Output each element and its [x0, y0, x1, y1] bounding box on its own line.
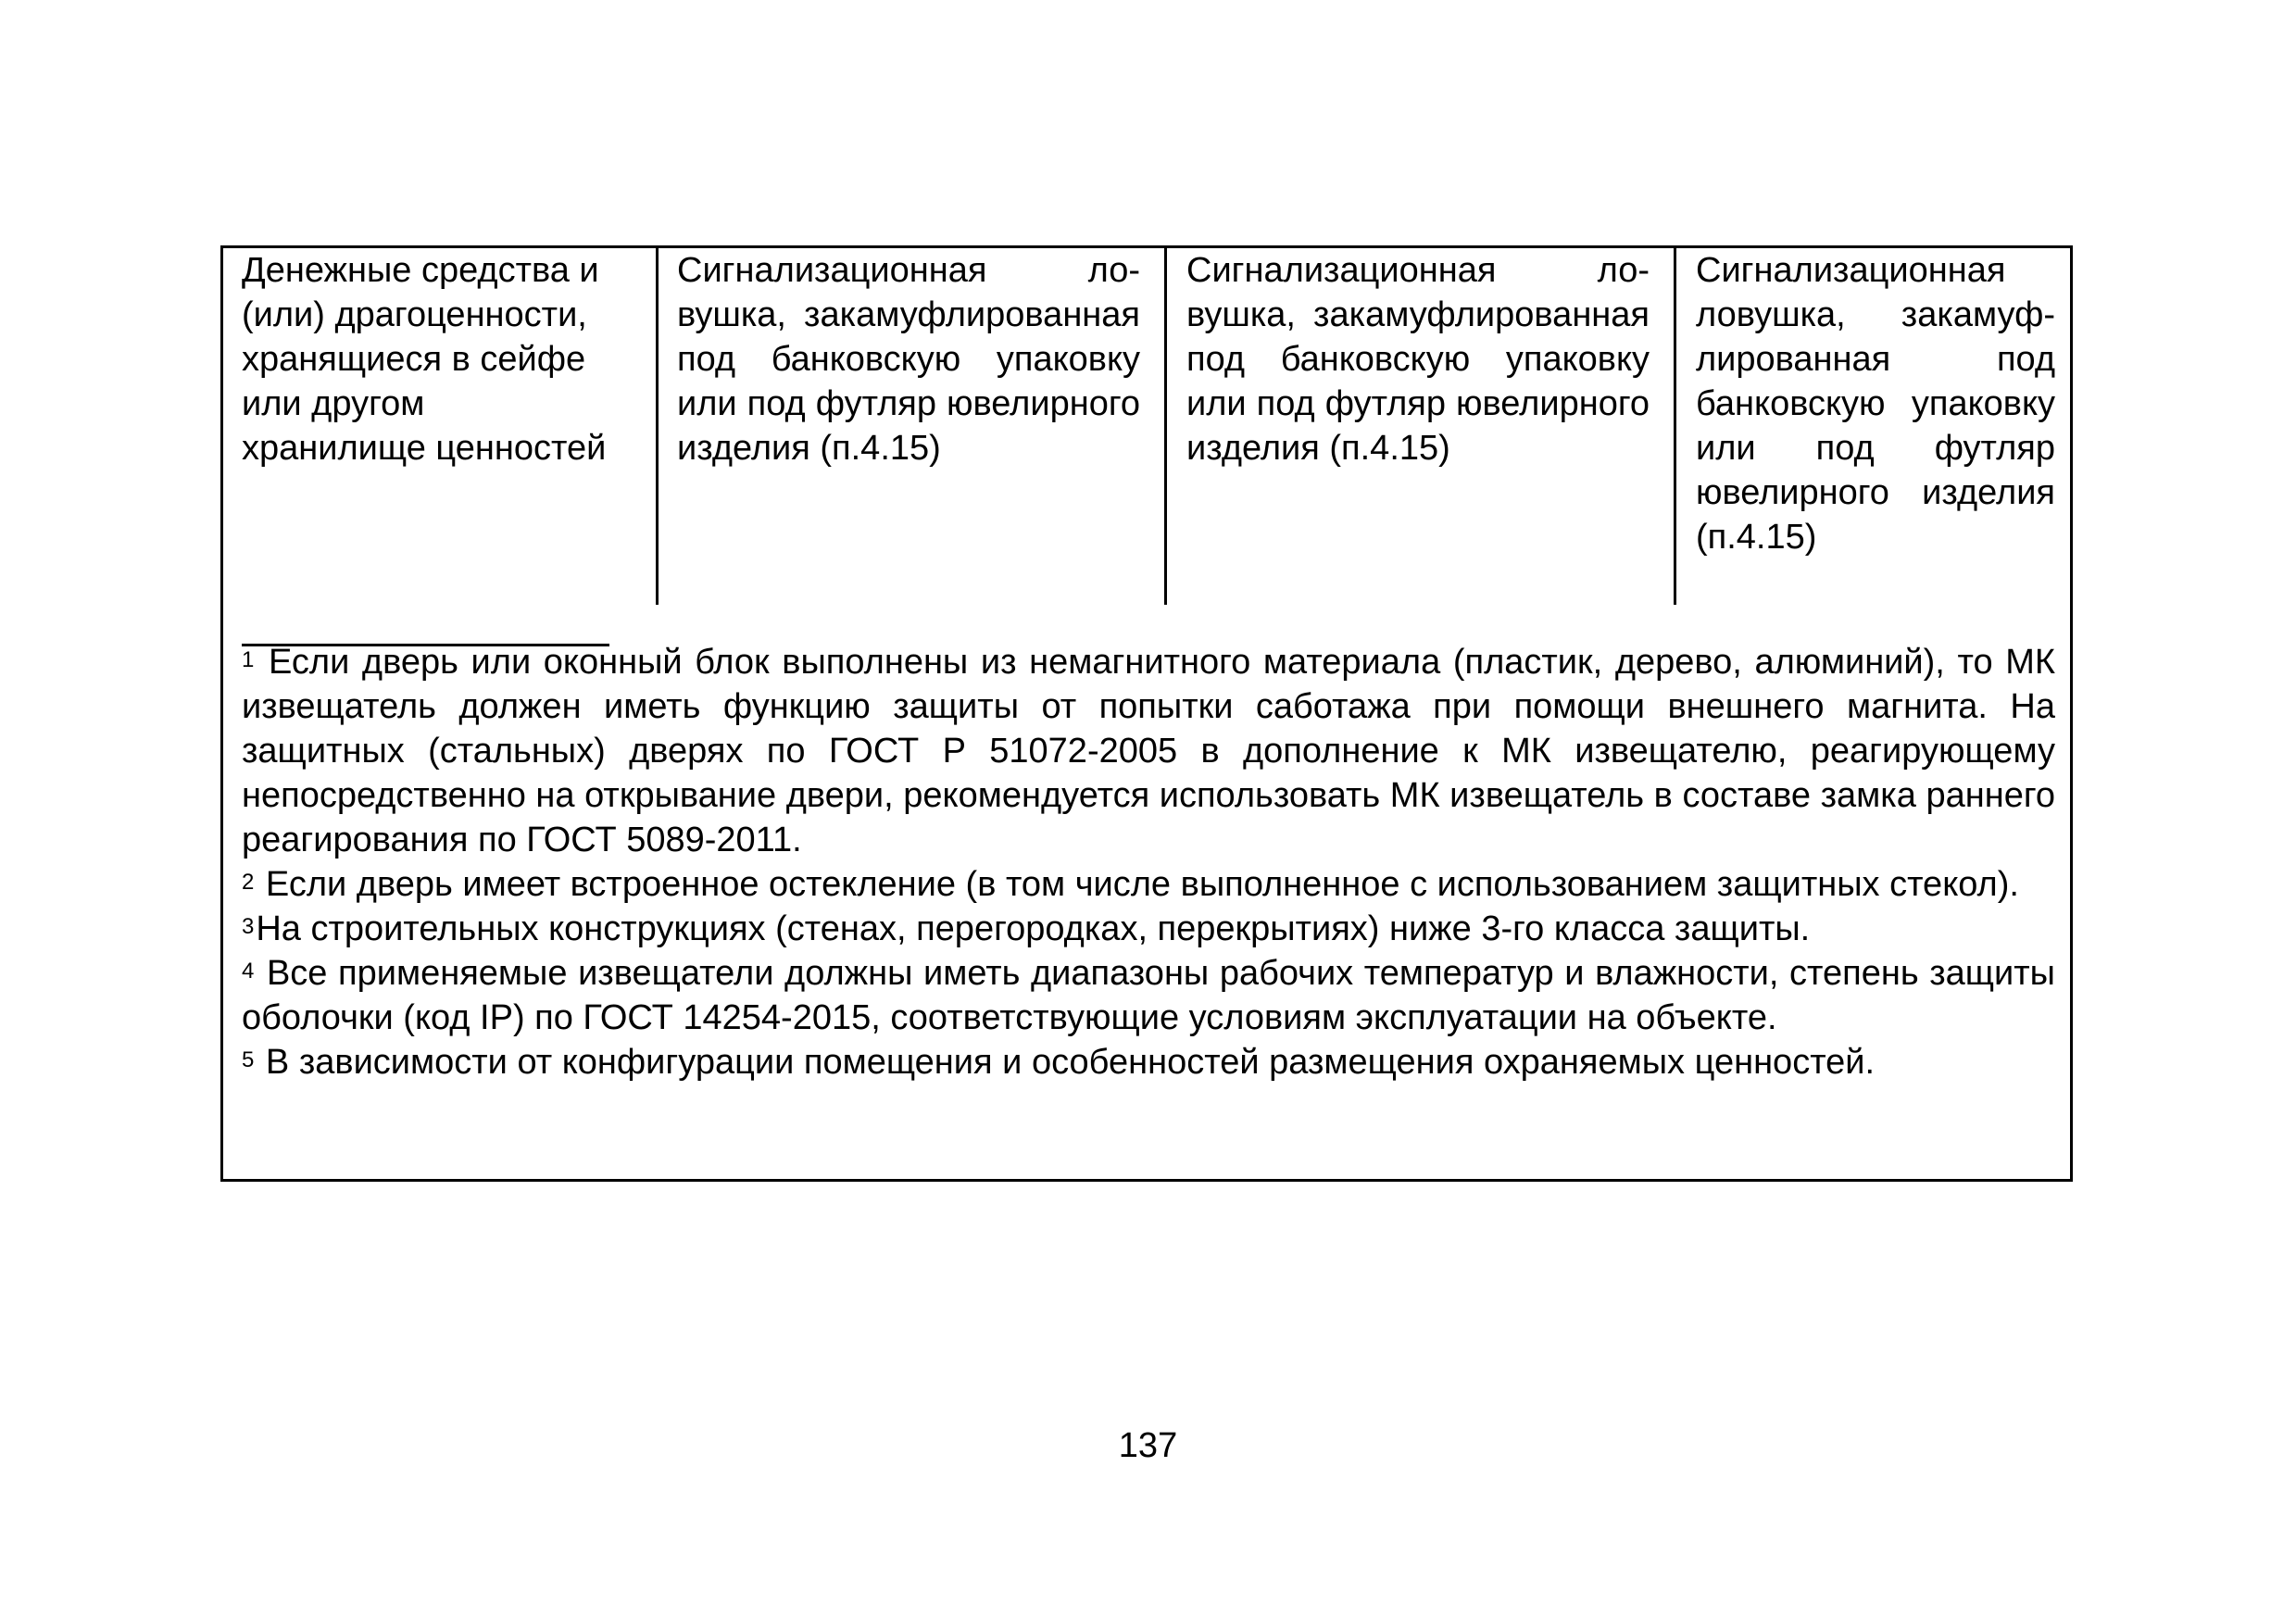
footnote-mark: 3 — [242, 914, 255, 939]
cell-text: Сигнализационная ловушка, закамуфлированная под банковскую упаковку или под футляр ювелирного изделия (п.4.15) — [1186, 251, 1650, 468]
cell-text: Денежные средства и (или) драгоценности, хранящиеся в сейфе или другом хранилище ценностей — [242, 251, 607, 468]
footnote-text: Если дверь имеет встроенное остекление (в том числе выполненное с использованием защитных стекол). — [265, 865, 2019, 904]
column-divider — [1674, 248, 1676, 605]
cell-class-a — [677, 248, 1140, 470]
footnote-text: Все применяемые извещатели должны иметь диапазоны рабочих температур и влажности, степень защиты оболочки (код IP) по ГОСТ 14254-2015, соответствующие условиям эксплуатации на объекте. — [242, 954, 2055, 1037]
cell-class-c — [1696, 248, 2055, 559]
footnote-mark: 5 — [242, 1047, 255, 1072]
footnote-mark: 2 — [242, 870, 255, 895]
table-frame — [220, 245, 2073, 1182]
footnote — [242, 951, 2055, 1040]
column-divider — [656, 248, 659, 605]
footnote — [242, 640, 2055, 862]
page-number: 137 — [1118, 1426, 1178, 1465]
footnote — [242, 907, 2055, 951]
footnote — [242, 862, 2055, 907]
footnote-text: В зависимости от конфигурации помещения и особенностей размещения охраняемых ценностей. — [265, 1043, 1876, 1082]
cell-text: Сигнализационная ловушка, закамуфлированная под банковскую упаковку или под футляр ювелирного изделия (п.4.15) — [677, 251, 1140, 468]
table-row — [223, 248, 2070, 605]
footnote-text: На строительных конструкциях (стенах, перегородках, перекрытиях) ниже 3-го класса защиты. — [256, 909, 1811, 948]
footnote-mark: 4 — [242, 959, 255, 984]
cell-class-b — [1186, 248, 1650, 470]
column-divider — [1164, 248, 1167, 605]
footnote-mark: 1 — [242, 647, 255, 672]
footnote-text: Если дверь или оконный блок выполнены из немагнитного материала (пластик, дерево, алюминий), то МК извещатель должен иметь функцию защиты от попытки саботажа при помощи внешнего магнита. На защитных (стальных) дверях по ГОСТ Р 51072-2005 в дополнение к МК извещателю, реагирующему непосредственно на открывание двери, рекомендуется использовать МК извещатель в составе замка раннего реагирования по ГОСТ 5089-2011. — [242, 643, 2055, 859]
footnotes — [242, 640, 2055, 1084]
footnote — [242, 1040, 2055, 1084]
cell-text: Сигнализационная ловушка, закамуфлированная под банковскую упаковку или под футляр ювелирного изделия (п.4.15) — [1696, 251, 2055, 557]
cell-protected-object — [242, 248, 618, 470]
